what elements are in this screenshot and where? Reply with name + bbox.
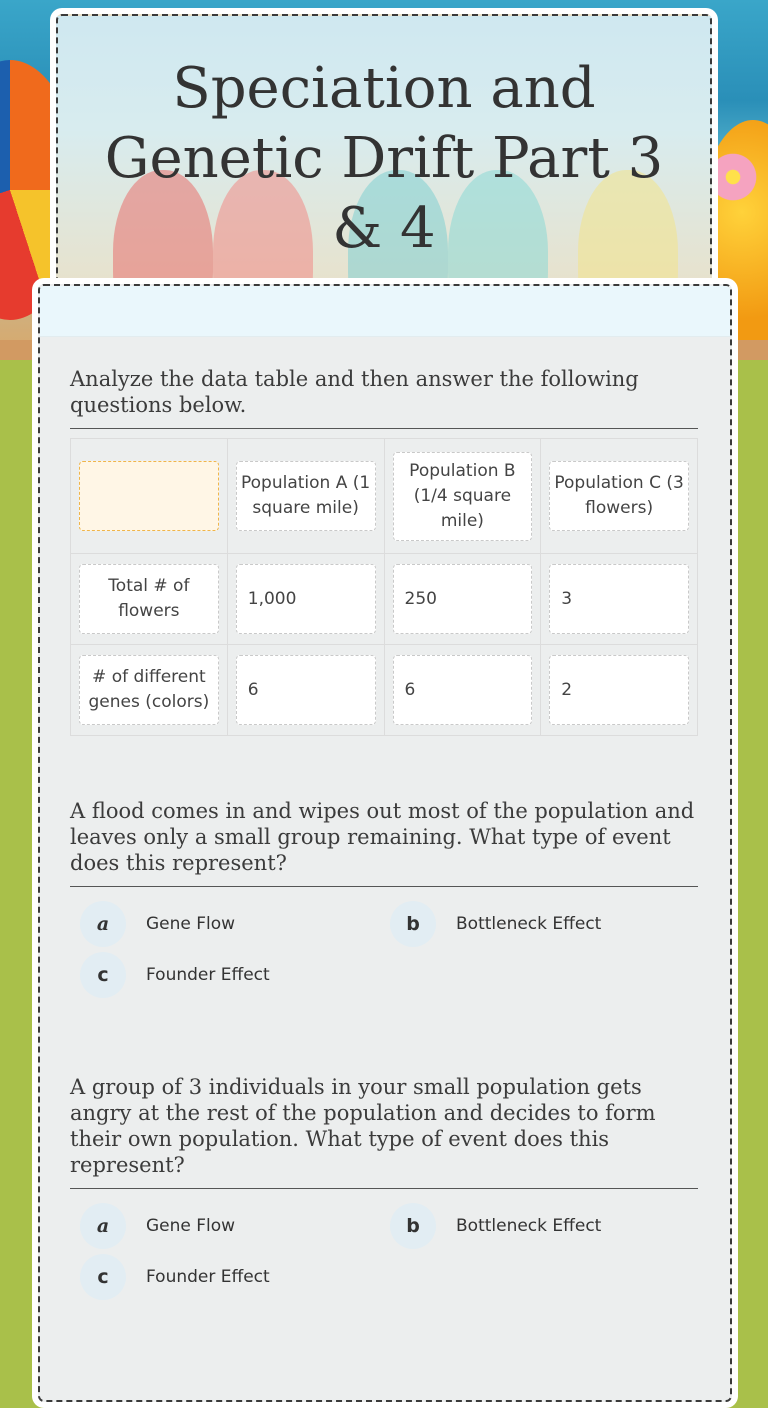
table-header-row: [71, 439, 698, 554]
table-cell: 6: [393, 655, 533, 725]
table-corner-cell[interactable]: [79, 461, 219, 531]
question-text: A flood comes in and wipes out most of the population and leaves only a small group remaining. What type of event does this represent?: [70, 798, 698, 887]
table-cell: 250: [393, 564, 533, 634]
choice-b[interactable]: [390, 901, 601, 947]
choice-letter[interactable]: a: [80, 1203, 126, 1249]
row-label-cell: Total # of flowers: [79, 564, 219, 634]
row-label-cell: # of different genes (colors): [79, 655, 219, 725]
table-cell: 3: [549, 564, 689, 634]
choice-letter[interactable]: b: [390, 1203, 436, 1249]
question-text: A group of 3 individuals in your small population gets angry at the rest of the population and decides to form their own population. What type of event does this represent?: [70, 1074, 698, 1189]
header-card: [50, 8, 718, 308]
header-banner: [56, 14, 712, 302]
table-row: [71, 645, 698, 736]
choice-letter[interactable]: b: [390, 901, 436, 947]
worksheet-body: [38, 284, 732, 1402]
intro-section: [40, 366, 698, 429]
choice-letter[interactable]: a: [80, 901, 126, 947]
choice-letter[interactable]: c: [80, 1254, 126, 1300]
data-table: [70, 438, 698, 736]
choice-a[interactable]: [80, 901, 235, 947]
choice-a[interactable]: [80, 1203, 235, 1249]
worksheet-top-strip: [40, 286, 730, 337]
table-cell: 1,000: [236, 564, 376, 634]
question-1: [40, 798, 700, 1001]
choice-label[interactable]: Gene Flow: [146, 1216, 236, 1236]
question-2: [40, 1074, 700, 1303]
worksheet-card: [32, 278, 738, 1408]
choice-label[interactable]: Gene Flow: [146, 914, 236, 934]
choice-label[interactable]: Founder Effect: [146, 965, 270, 985]
choice-b[interactable]: [390, 1203, 601, 1249]
table-cell: 6: [236, 655, 376, 725]
table-header-cell: Population C (3 flowers): [549, 461, 689, 531]
choice-label[interactable]: Bottleneck Effect: [456, 914, 602, 934]
answer-choices: [80, 1203, 700, 1303]
choice-label[interactable]: Founder Effect: [146, 1267, 270, 1287]
page-title: Speciation and Genetic Drift Part 3 & 4: [104, 56, 664, 261]
choice-c[interactable]: [80, 1254, 270, 1300]
choice-letter[interactable]: c: [80, 952, 126, 998]
choice-label[interactable]: Bottleneck Effect: [456, 1216, 602, 1236]
answer-choices: [80, 901, 700, 1001]
choice-c[interactable]: [80, 952, 270, 998]
table-cell: 2: [549, 655, 689, 725]
table-row: [71, 554, 698, 645]
table-header-cell: Population A (1 square mile): [236, 461, 376, 531]
intro-text: Analyze the data table and then answer the following questions below.: [70, 366, 698, 429]
table-header-cell: Population B (1/4 square mile): [393, 452, 533, 541]
